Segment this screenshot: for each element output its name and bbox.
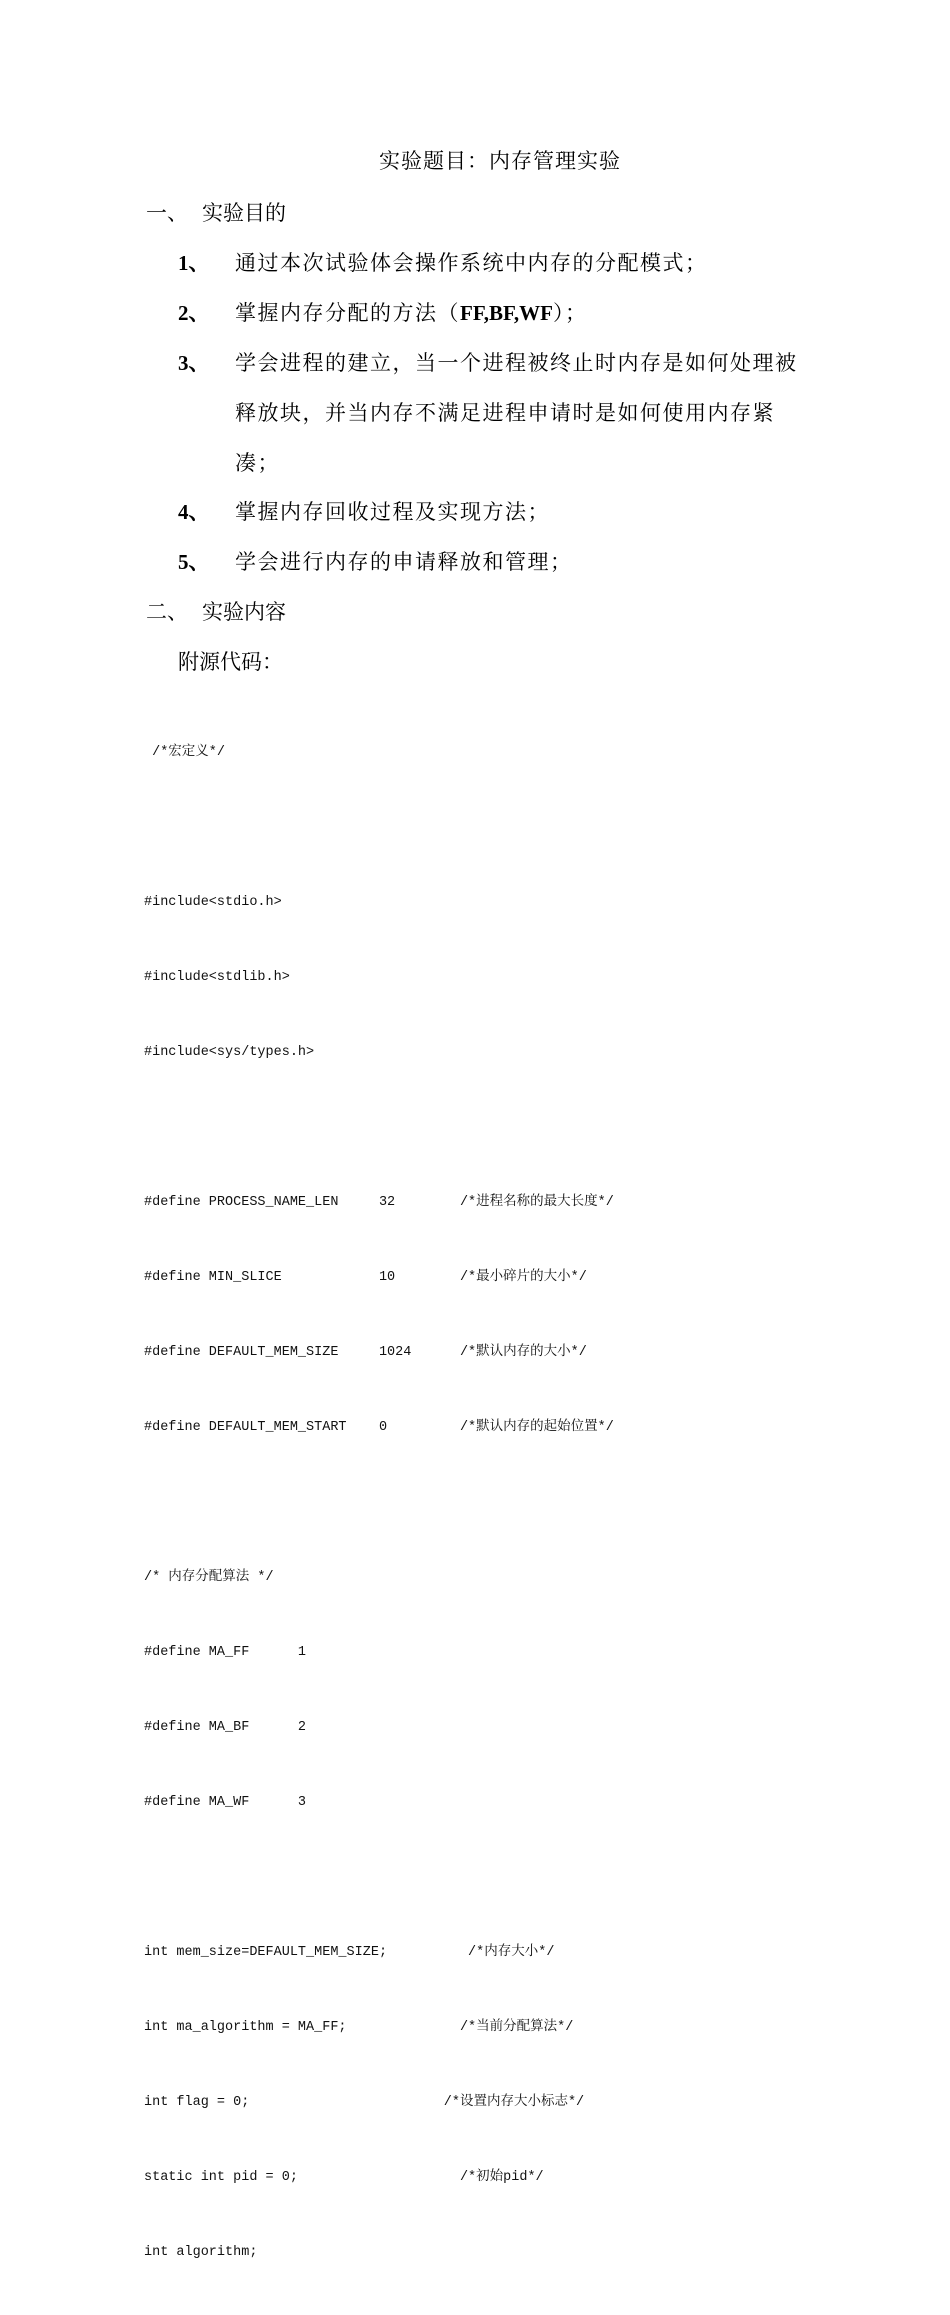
- objective-item-3-continued-2: 凑；: [235, 451, 280, 475]
- code-line: int ma_algorithm = MA_FF; /*当前分配算法*/: [144, 2020, 574, 2035]
- code-line: [144, 1115, 614, 1140]
- objective-item-2: [178, 297, 587, 327]
- code-line: #include<stdio.h>: [144, 895, 282, 910]
- code-line: #define PROCESS_NAME_LEN 32 /*进程名称的最大长度*/: [144, 1195, 614, 1210]
- document-title: 实验题目：内存管理实验: [379, 149, 621, 173]
- section-heading-content: [146, 596, 286, 626]
- section-number: 二、: [146, 600, 188, 624]
- objective-item-1: [178, 247, 708, 277]
- item-text: 掌握内存回收过程及实现方法；: [235, 500, 550, 524]
- section-heading-objectives: [146, 197, 286, 227]
- item-number: 5、: [178, 550, 210, 574]
- code-line: /* 内存分配算法 */: [144, 1570, 274, 1585]
- code-line: /*宏定义*/: [144, 745, 226, 760]
- item-number: 4、: [178, 500, 210, 524]
- code-line: #define DEFAULT_MEM_START 0 /*默认内存的起始位置*/: [144, 1420, 614, 1435]
- code-line: static int pid = 0; /*初始pid*/: [144, 2170, 544, 2185]
- source-code-label: 附源代码：: [178, 650, 283, 674]
- item-text: 学会进行内存的申请释放和管理；: [235, 550, 573, 574]
- code-line: [144, 815, 614, 840]
- source-code-block: [144, 690, 614, 2315]
- item-number: 1、: [178, 251, 210, 275]
- objective-item-3-continued: 释放块，并当内存不满足进程申请时是如何使用内存紧: [235, 401, 775, 425]
- objective-item-4: [178, 496, 550, 526]
- item-number: 3、: [178, 351, 210, 375]
- section-label: 实验目的: [202, 201, 286, 225]
- section-number: 一、: [146, 201, 188, 225]
- code-line: #include<sys/types.h>: [144, 1045, 315, 1060]
- item-number: 2、: [178, 301, 210, 325]
- code-line: int mem_size=DEFAULT_MEM_SIZE; /*内存大小*/: [144, 1945, 555, 1960]
- code-line: #define DEFAULT_MEM_SIZE 1024 /*默认内存的大小*/: [144, 1345, 587, 1360]
- section-label: 实验内容: [202, 600, 286, 624]
- code-line: int algorithm;: [144, 2245, 258, 2260]
- code-line: #define MA_WF 3: [144, 1795, 307, 1810]
- objective-item-3: [178, 347, 798, 377]
- item-text: 学会进程的建立，当一个进程被终止时内存是如何处理被: [235, 351, 798, 375]
- code-line: int flag = 0; /*设置内存大小标志*/: [144, 2095, 585, 2110]
- item-text: 通过本次试验体会操作系统中内存的分配模式；: [235, 251, 708, 275]
- code-line: [144, 1865, 614, 1890]
- code-line: [144, 1490, 614, 1515]
- code-line: #include<stdlib.h>: [144, 970, 290, 985]
- item-text: 掌握内存分配的方法（FF,BF,WF）；: [235, 301, 588, 325]
- code-line: #define MA_BF 2: [144, 1720, 307, 1735]
- objective-item-5: [178, 546, 573, 576]
- code-line: #define MIN_SLICE 10 /*最小碎片的大小*/: [144, 1270, 587, 1285]
- code-line: #define MA_FF 1: [144, 1645, 307, 1660]
